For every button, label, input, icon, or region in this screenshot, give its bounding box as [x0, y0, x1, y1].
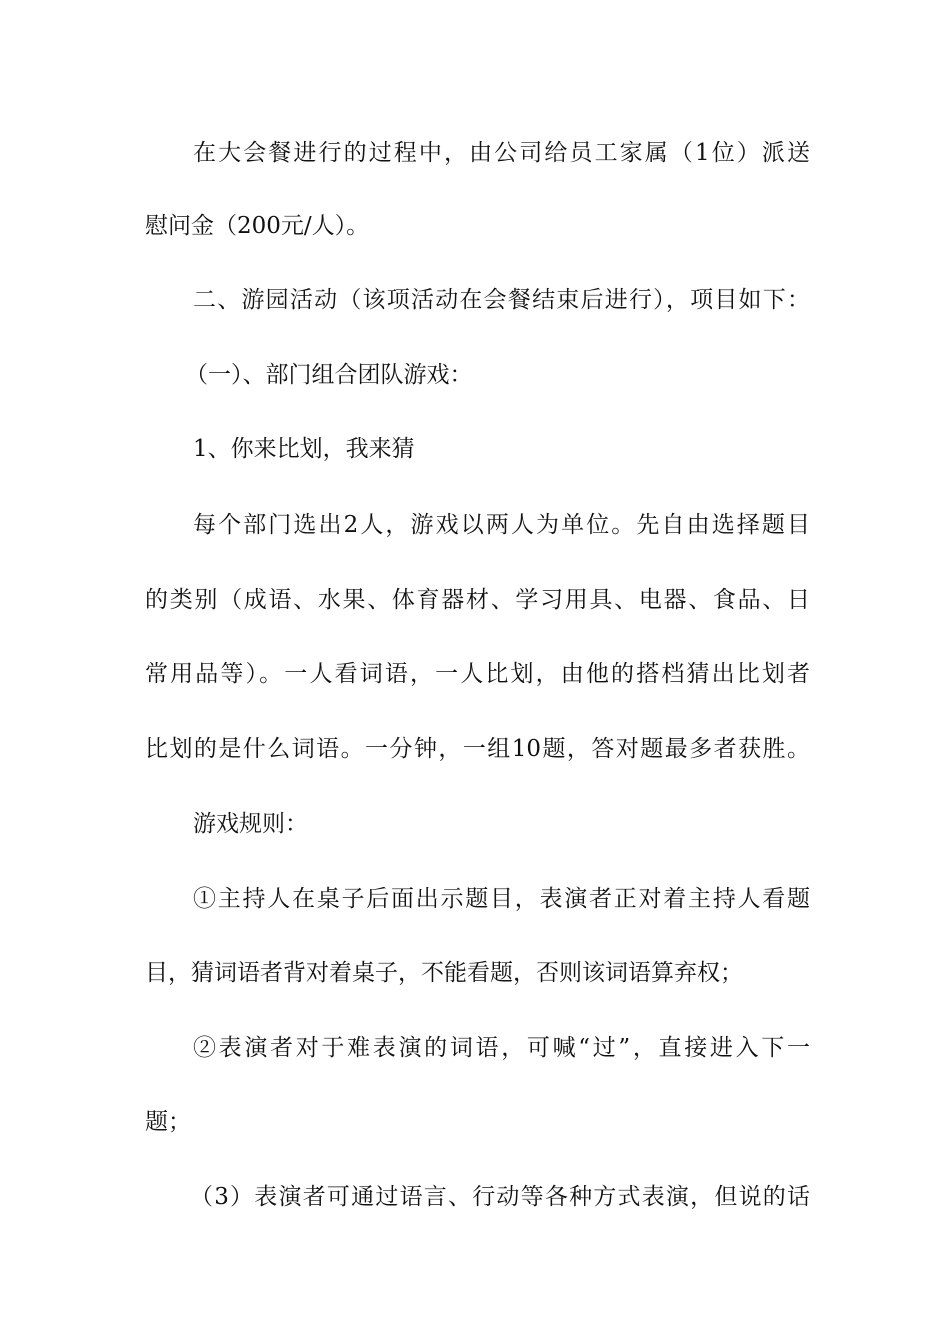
- text-line-13: ②表演者对于难表演的词语，可喊“过”，直接进入下一: [193, 1035, 810, 1061]
- text-line-6: 每个部门选出2人，游戏以两人为单位。先自由选择题目: [193, 512, 810, 538]
- text-line-12: 目，猜词语者背对着桌子，不能看题，否则该词语算弃权；: [145, 960, 743, 986]
- text-line-15: （3）表演者可通过语言、行动等各种方式表演，但说的话: [190, 1184, 810, 1210]
- text-line-4: （一）、部门组合团队游戏：: [185, 362, 473, 388]
- text-line-5: 1、你来比划，我来猜: [193, 436, 415, 462]
- text-line-1: 在大会餐进行的过程中，由公司给员工家属（1位）派送: [193, 140, 810, 166]
- text-line-8: 常用品等）。一人看词语，一人比划，由他的搭档猜出比划者: [145, 661, 810, 687]
- text-line-11: ①主持人在桌子后面出示题目，表演者正对着主持人看题: [193, 886, 810, 912]
- text-line-10: 游戏规则：: [193, 811, 308, 837]
- text-line-3: 二、游园活动（该项活动在会餐结束后进行），项目如下：: [193, 287, 810, 313]
- text-line-7: 的类别（成语、水果、体育器材、学习用具、电器、食品、日: [145, 587, 810, 613]
- text-line-9: 比划的是什么词语。一分钟，一组10题，答对题最多者获胜。: [145, 736, 810, 762]
- text-line-2: 慰问金（200元/人）。: [145, 213, 370, 239]
- text-line-14: 题；: [145, 1109, 191, 1135]
